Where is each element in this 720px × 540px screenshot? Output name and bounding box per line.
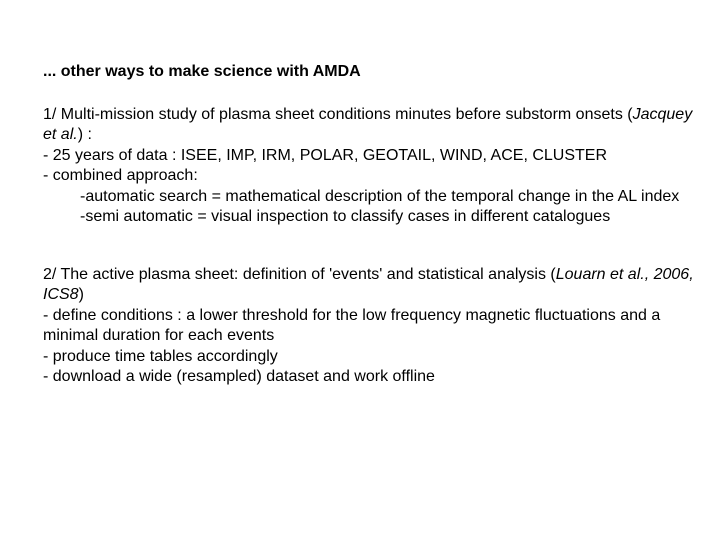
section-2-heading-text: 2/ The active plasma sheet: definition of 'events' and statistical analysis ( — [43, 265, 556, 283]
section-1-heading-text: 1/ Multi-mission study of plasma sheet conditions minutes before substorm onsets ( — [43, 105, 633, 123]
section-2-line-3: - download a wide (resampled) dataset and work offline — [43, 368, 435, 385]
section-2-heading-end: ) — [78, 286, 84, 303]
section-1-line-1: - 25 years of data : ISEE, IMP, IRM, POLAR, GEOTAIL, WIND, ACE, CLUSTER — [43, 146, 608, 164]
section-2 — [43, 265, 703, 388]
slide-title: ... other ways to make science with AMDA — [43, 63, 361, 80]
section-1-heading — [43, 105, 703, 146]
section-2-citation: Louarn et al., 2006, ICS8 — [43, 265, 694, 303]
section-2-line-1: - define conditions : a lower threshold for the low frequency magnetic fluctuations and a minimal duration for each events — [43, 306, 661, 344]
section-1-heading-end: ) : — [77, 126, 92, 143]
slide-content — [43, 62, 703, 388]
section-1-sub-1: -automatic search = mathematical description of the temporal change in the AL index — [80, 187, 680, 205]
section-1-citation: Jacquey et al. — [43, 105, 693, 143]
section-2-line-2: - produce time tables accordingly — [43, 347, 278, 365]
section-1-sub-2: -semi automatic = visual inspection to classify cases in different catalogues — [80, 208, 611, 225]
section-1 — [43, 105, 703, 228]
section-2-heading — [43, 265, 703, 306]
section-1-line-2: - combined approach: — [43, 167, 198, 184]
